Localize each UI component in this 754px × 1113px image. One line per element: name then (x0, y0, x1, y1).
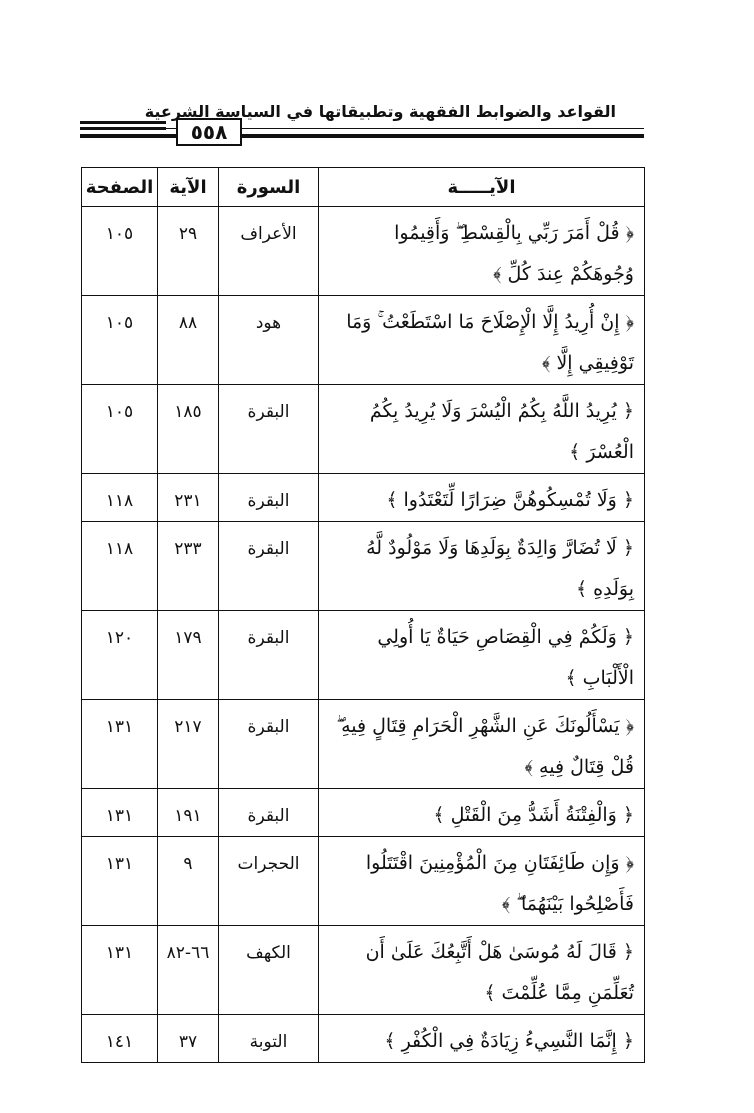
verse-number: ٨٨ (158, 296, 219, 385)
surah-name: البقرة (219, 789, 319, 837)
ayah-text: ﴿ يُرِيدُ اللَّهُ بِكُمُ الْيُسْرَ وَلَا يُرِيدُ بِكُمُ الْعُسْرَ ﴾ (319, 385, 645, 474)
verse-number: ٩ (158, 837, 219, 926)
page-ref: ١٠٥ (82, 296, 158, 385)
verse-number: ١٩١ (158, 789, 219, 837)
book-title: القواعد والضوابط الفقهية وتطبيقاتها في السياسة الشرعية (144, 102, 616, 121)
page-ref: ١٣١ (82, 926, 158, 1015)
verse-number: ٢٣١ (158, 474, 219, 522)
header-rule-thick (80, 134, 644, 138)
ayah-text: ﴿ يَسْأَلُونَكَ عَنِ الشَّهْرِ الْحَرَامِ قِتَالٍ فِيهِ ۖ قُلْ قِتَالٌ فِيهِ ﴾ (319, 700, 645, 789)
ayah-text: ﴿ وَإِن طَائِفَتَانِ مِنَ الْمُؤْمِنِينَ اقْتَتَلُوا فَأَصْلِحُوا بَيْنَهُمَا ۖ ﴾ (319, 837, 645, 926)
surah-name: البقرة (219, 385, 319, 474)
page-ref: ١٣١ (82, 789, 158, 837)
page-ref: ١٠٥ (82, 207, 158, 296)
surah-name: البقرة (219, 700, 319, 789)
table-row (82, 474, 645, 522)
table-row (82, 789, 645, 837)
table-row (82, 611, 645, 700)
surah-name: البقرة (219, 474, 319, 522)
verse-number: ٢٣٣ (158, 522, 219, 611)
table-row (82, 926, 645, 1015)
table-row (82, 385, 645, 474)
ayah-text: ﴿ إِنَّمَا النَّسِيءُ زِيَادَةٌ فِي الْكُفْرِ ﴾ (319, 1015, 645, 1063)
verse-number: ١٧٩ (158, 611, 219, 700)
column-header-page: الصفحة (82, 168, 158, 207)
surah-name: التوبة (219, 1015, 319, 1063)
page-ref: ١٣١ (82, 837, 158, 926)
page-ref: ١١٨ (82, 474, 158, 522)
header-rule-thin (80, 128, 644, 129)
ayah-text: ﴿ قُلْ أَمَرَ رَبِّي بِالْقِسْطِ ۖ وَأَقِيمُوا وُجُوهَكُمْ عِندَ كُلِّ ﴾ (319, 207, 645, 296)
column-header-surah: السورة (219, 168, 319, 207)
table-row (82, 837, 645, 926)
page-ref: ١٢٠ (82, 611, 158, 700)
verse-number: ٢٩ (158, 207, 219, 296)
verses-index-table (81, 167, 645, 1063)
table-row (82, 207, 645, 296)
verse-number: ١٨٥ (158, 385, 219, 474)
ayah-text: ﴿ وَلَا تُمْسِكُوهُنَّ ضِرَارًا لِّتَعْتَدُوا ﴾ (319, 474, 645, 522)
page-ref: ١٣١ (82, 700, 158, 789)
table-header-row (82, 168, 645, 207)
surah-name: هود (219, 296, 319, 385)
surah-name: الكهف (219, 926, 319, 1015)
surah-name: الأعراف (219, 207, 319, 296)
ayah-text: ﴿ قَالَ لَهُ مُوسَىٰ هَلْ أَتَّبِعُكَ عَلَىٰ أَن تُعَلِّمَنِ مِمَّا عُلِّمْتَ ﴾ (319, 926, 645, 1015)
table-row (82, 522, 645, 611)
ayah-text: ﴿ إِنْ أُرِيدُ إِلَّا الْإِصْلَاحَ مَا اسْتَطَعْتُ ۚ وَمَا تَوْفِيقِي إِلَّا ﴾ (319, 296, 645, 385)
verse-number: ٦٦-٨٢ (158, 926, 219, 1015)
surah-name: البقرة (219, 522, 319, 611)
page-number: ٥٥٨ (176, 118, 242, 146)
page-ref: ١٤١ (82, 1015, 158, 1063)
ayah-text: ﴿ وَلَكُمْ فِي الْقِصَاصِ حَيَاةٌ يَا أُولِي الْأَلْبَابِ ﴾ (319, 611, 645, 700)
column-header-ayah: الآيـــــة (319, 168, 645, 207)
table-row (82, 296, 645, 385)
table-row (82, 700, 645, 789)
verse-number: ٢١٧ (158, 700, 219, 789)
page-ref: ١١٨ (82, 522, 158, 611)
ayah-text: ﴿ وَالْفِتْنَةُ أَشَدُّ مِنَ الْقَتْلِ ﴾ (319, 789, 645, 837)
ayah-text: ﴿ لَا تُضَارَّ وَالِدَةٌ بِوَلَدِهَا وَلَا مَوْلُودٌ لَّهُ بِوَلَدِهِ ﴾ (319, 522, 645, 611)
column-header-verse: الآية (158, 168, 219, 207)
page-ref: ١٠٥ (82, 385, 158, 474)
surah-name: البقرة (219, 611, 319, 700)
page-header (80, 100, 644, 144)
table-row (82, 1015, 645, 1063)
verse-number: ٣٧ (158, 1015, 219, 1063)
surah-name: الحجرات (219, 837, 319, 926)
